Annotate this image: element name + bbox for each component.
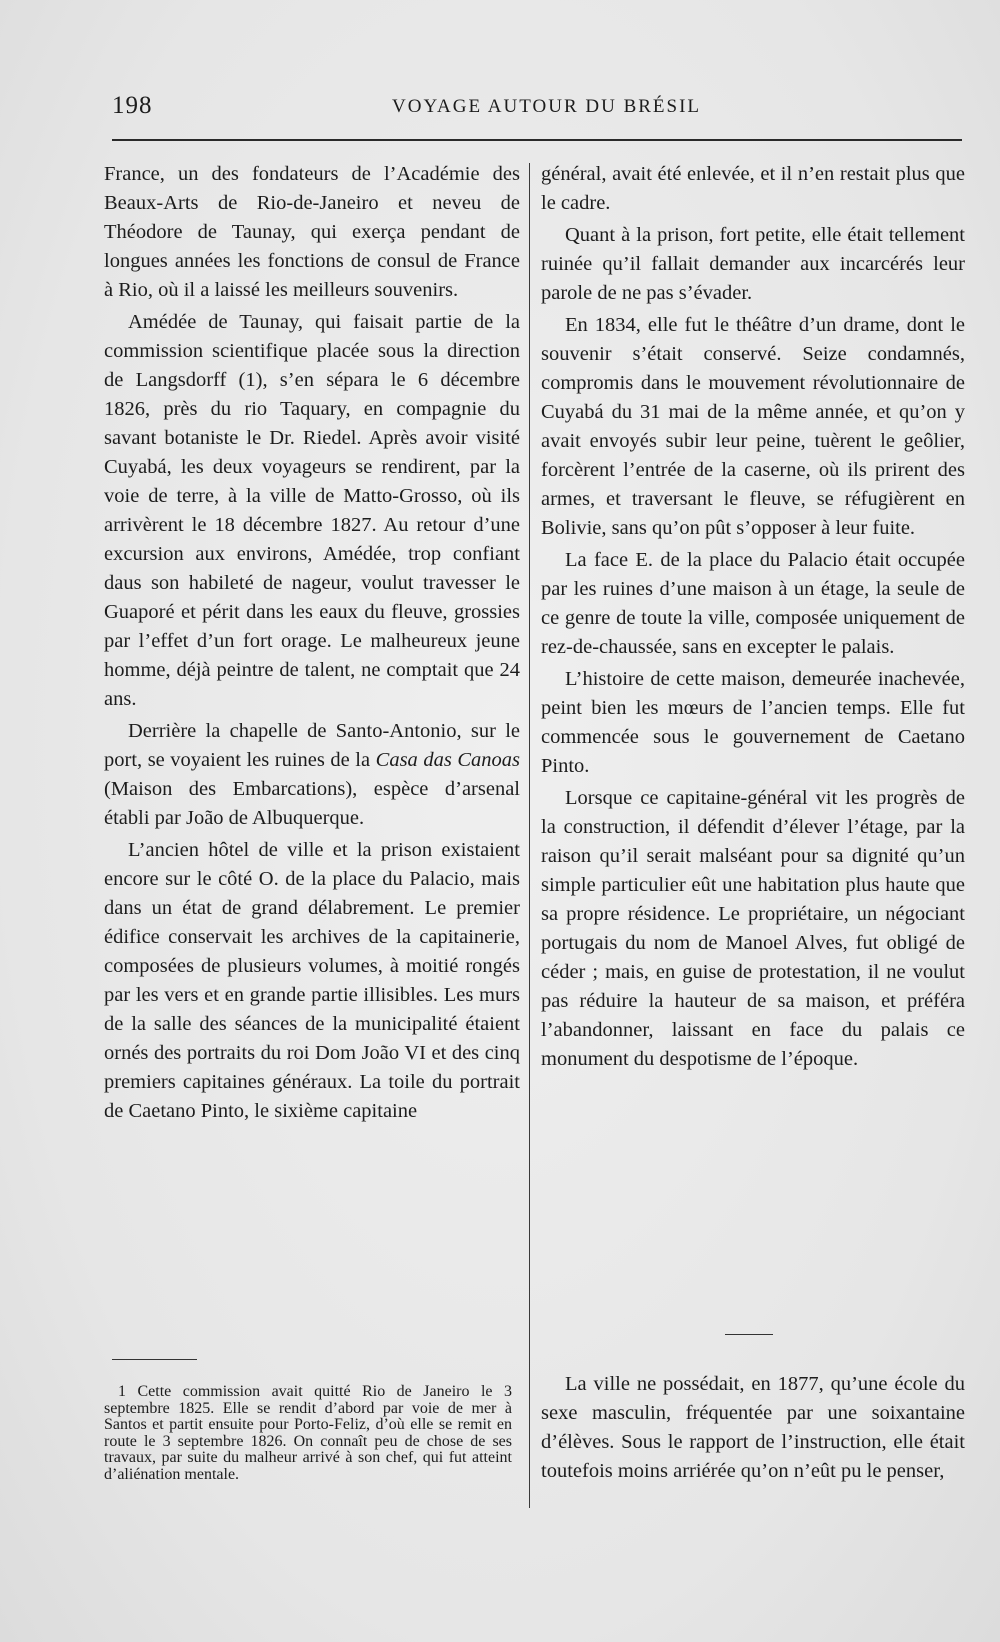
paragraph: L’ancien hôtel de ville et la prison existaient encore sur le côté O. de la place du Palacio, mais dans un état de grand délabrement. Le premier édifice conservait les archives de la capitainerie, composées de plusieurs volumes, à moitié rongés par les vers et en grande partie illisibles. Les murs de la salle des séances de la municipalité étaient ornés des portraits du roi Dom João VI et des cinq premiers capitaines généraux. La toile du portrait de Caetano Pinto, le sixième capitaine (104, 839, 520, 1122)
paragraph: La ville ne possédait, en 1877, qu’une école du sexe masculin, fréquentée par une soixantaine d’élèves. Sous le rapport de l’instruction, elle était toutefois moins arriérée qu’on n’eût pu le penser, (541, 1373, 965, 1482)
text-run: Derrière la chapelle de Santo-Antonio, sur le port, se voyaient les ruines de la (104, 720, 520, 771)
paragraph: L’histoire de cette maison, demeurée inachevée, peint bien les mœurs de l’ancien temps. Elle fut commencée sous le gouvernement de Caetano Pinto. (541, 668, 965, 777)
column-divider (529, 163, 530, 1508)
paragraph: général, avait été enlevée, et il n’en restait plus que le cadre. (541, 163, 965, 214)
left-column (104, 160, 520, 1129)
section-divider-rule (725, 1334, 773, 1335)
paragraph: La face E. de la place du Palacio était occupée par les ruines d’une maison à un étage, la seule de ce genre de toute la ville, composée uniquement de rez-de-chaussée, sans en excepter le palais. (541, 549, 965, 658)
footnote-text: 1 Cette commission avait quitté Rio de Janeiro le 3 septembre 1825. Elle se rendit d’abord par voie de mer à Santos et partit ensuite pour Porto-Feliz, d’où elle se remit en route le 3 septembre 1826. On connaît peu de chose de ses travaux, par suite du malheur arrivé à son chef, qui fut atteint d’aliénation mentale. (104, 1383, 512, 1483)
right-column (541, 160, 965, 1077)
right-column-new-section (541, 1370, 965, 1489)
page-number: 198 (112, 92, 153, 119)
footnote (104, 1384, 512, 1486)
paragraph: En 1834, elle fut le théâtre d’un drame, dont le souvenir s’était conservé. Seize condamnés, compromis dans le mouvement révolutionnaire de Cuyabá du 31 mai de la même année, et qu’on y avait envoyés subir leur peine, tuèrent le geôlier, forcèrent l’entrée de la caserne, où ils prirent des armes, et traversant le fleuve, se réfugièrent en Bolivie, sans qu’on pût s’opposer à leur fuite. (541, 314, 965, 539)
text-run: (Maison des Embarcations), espèce d’arsenal établi par João de Albuquerque. (104, 778, 520, 829)
paragraph: Amédée de Taunay, qui faisait partie de la commission scientifique placée sous la direction de Langsdorff (1), s’en sépara le 6 décembre 1826, près du rio Taquary, en compagnie du savant botaniste le Dr. Riedel. Après avoir visité Cuyabá, les deux voyageurs se rendirent, par la voie de terre, à la ville de Matto-Grosso, où ils arrivèrent le 18 décembre 1827. Au retour d’une excursion aux environs, Amédée, trop confiant daus son habileté de nageur, voulut travesser le Guaporé et périt dans les eaux du fleuve, grossies par l’effet d’un fort orage. Le malheureux jeune homme, déjà peintre de talent, ne comptait que 24 ans. (104, 311, 520, 710)
paragraph: Lorsque ce capitaine-général vit les progrès de la construction, il défendit d’élever l’étage, par la raison qu’il serait malséant pour sa dignité qu’un simple particulier eût une habitation plus haute que sa propre résidence. Le propriétaire, un négociant portugais du nom de Manoel Alves, fut obligé de céder ; mais, en guise de protestation, il ne voulut pas réduire la hauteur de sa maison, et préféra l’abandonner, laissant en face du palais ce monument du despotisme de l’époque. (541, 787, 965, 1070)
running-title: VOYAGE AUTOUR DU BRÉSIL (392, 96, 702, 117)
page-header (112, 92, 962, 124)
paragraph: France, un des fondateurs de l’Académie des Beaux-Arts de Rio-de-Janeiro et neveu de Théodore de Taunay, qui exerça pendant de longues années les fonctions de consul de France à Rio, où il a laissé les meilleurs souvenirs. (104, 163, 520, 301)
footnote-rule (112, 1359, 197, 1360)
italic-term: Casa das Canoas (375, 749, 521, 771)
paragraph (104, 717, 520, 833)
paragraph: Quant à la prison, fort petite, elle était tellement ruinée qu’il fallait demander aux incarcérés leur parole de ne pas s’évader. (541, 224, 965, 304)
header-rule (112, 139, 962, 141)
